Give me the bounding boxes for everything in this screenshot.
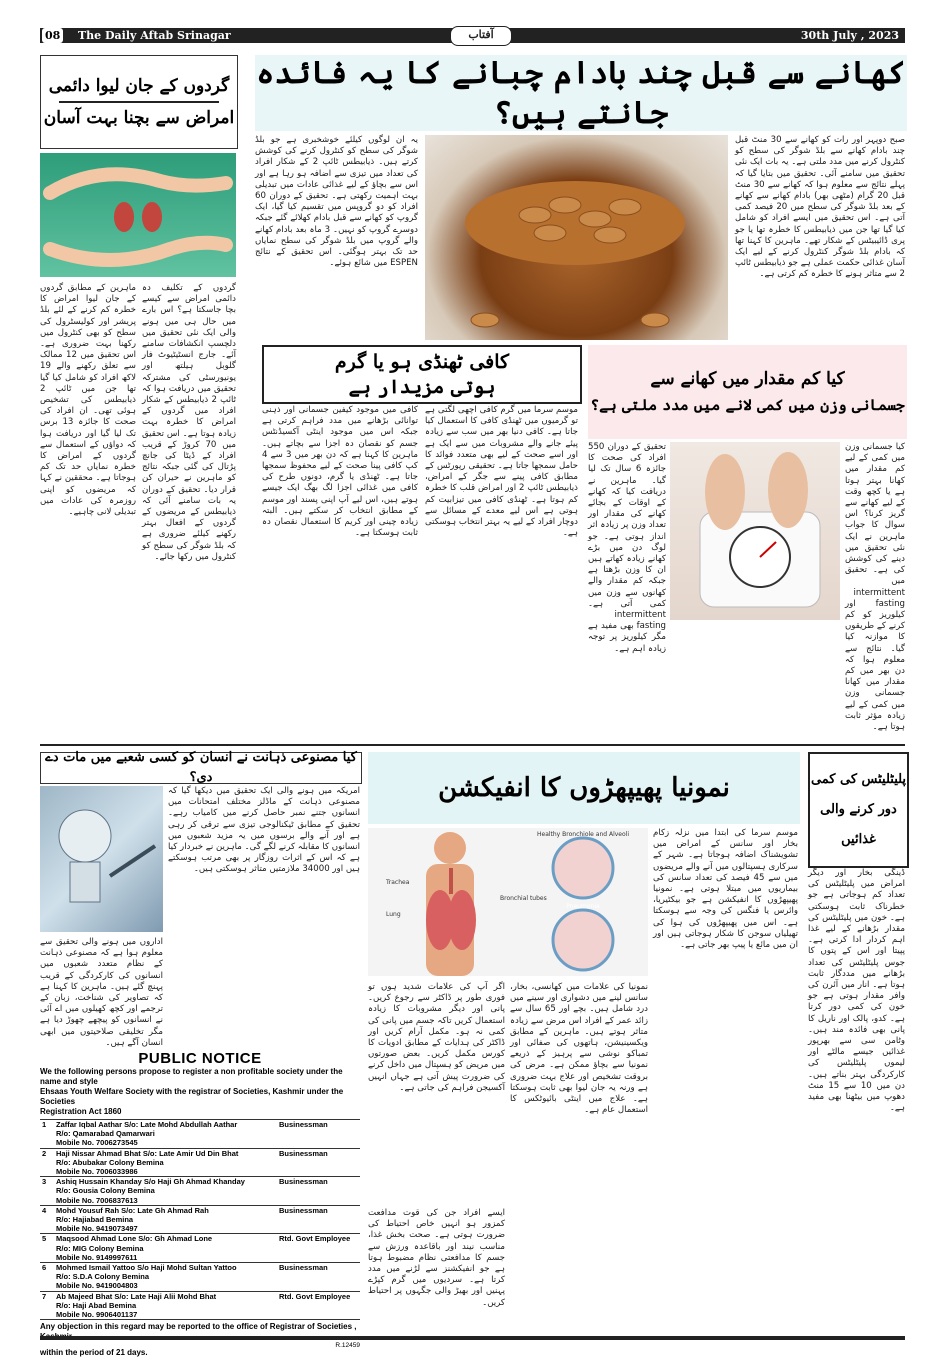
pneumonia-column-c: [365, 982, 505, 1202]
coffee-body-a: موسم سرما میں گرم کافی اچھی لگتی ہے تو گرمیوں میں ٹھنڈی کافی کا استعمال کیا جاتا ہے۔ کافی دنیا بھر میں سب سے زیادہ پیئے جانے والے مشروبات میں سے ایک ہے اور اسے صحت کے لیے بھی متعدد فوائد کا حامل سمجھا جاتا ہے۔ تحقیقی رپورٹس کے مطابق کافی پینے سے جگر کے امراض، ذیابیطس ٹائپ 2 اور امراض قلب کا خطرہ کم ہوتا ہے۔ ٹھنڈی کافی میں تیزابیت کم ہوتی ہے اس لیے معدے کے مسائل سے دوچار افراد کے لیے یہ بہتر انتخاب ہوسکتی ہے۔: [422, 405, 578, 539]
notice-row: 4 Mohd Yousuf Rah S/o: Late Gh Ahmad Rah R/o: Hajiabad Bemina Mobile No. 9419073497 Businessman: [40, 1205, 360, 1234]
coffee-column-a: [422, 405, 578, 745]
weight-body-b: تحقیق کے دوران 550 افراد کی صحت کا جائزہ 6 سال تک لیا گیا۔ ماہرین نے دریافت کیا کہ کھانے کے اوقات کے بجائے کھانے کی مقدار اور تعداد وزن پر زیادہ اثر انداز ہوتی ہے۔ جو لوگ دن میں بڑے کھانے زیادہ کھاتے ہیں ان کا وزن بڑھتا ہے جبکہ کم مقدار والے کھانوں سے وزن میں کمی آتی ہے۔ intermittent fasting بھی مفید ہے مگر کیلوریز پر توجہ زیادہ اہم ہے۔: [585, 442, 666, 654]
label-pneumonia: Pneumonia: [566, 903, 600, 910]
ai-body-a: اداروں میں ہونے والی تحقیق سے معلوم ہوا ہے کہ مصنوعی ذہانت کے نظام متعدد شعبوں میں انسانوں کی کارکردگی کے قریب پہنچ گئے ہیں۔ ماہرین کا کہنا ہے کہ تصاویر کی شناخت، زبان کے ترجمے اور کچھ کھیلوں میں اے آئی نے انسانوں کو پیچھے چھوڑ دیا ہے مگر تخلیقی صلاحیتوں میں ابھی انسان آگے ہیں۔: [37, 937, 163, 1048]
masthead-bar: [40, 28, 905, 43]
footer-rule: [40, 1336, 905, 1340]
ai-column-b: [165, 786, 360, 1044]
almond-headline: کھانے سے قبل چند بادام چبانے کا یہ فائدہ جانتے ہیں؟: [256, 55, 906, 131]
pneumonia-column-a: [650, 828, 798, 1333]
almond-column-right: [732, 135, 906, 340]
coffee-body-b: کافی میں موجود کیفین جسمانی اور ذہنی توانائی بڑھانے میں مدد فراہم کرتی ہے جبکہ اس میں موجود اینٹی آکسیڈنٹس جسم کو نقصان دہ اجزا سے بچاتے ہیں۔ ماہرین کا کہنا ہے کہ دن بھر میں 3 سے 4 کپ کافی پینا صحت کے لیے محفوظ سمجھا جاتا ہے۔ ٹھنڈی یا گرم، دونوں طرح کی کافی میں غذائی اجزا لگ بھگ ایک جیسے ہوتے ہیں، اس لیے آپ اپنی پسند اور موسم کے مطابق انتخاب کر سکتے ہیں۔ البتہ زیادہ چینی اور کریم کا استعمال نقصان دہ ثابت ہوسکتا ہے۔: [259, 405, 418, 539]
pneumonia-diagram: [368, 828, 648, 976]
kidney-headline-box: [40, 55, 238, 149]
coffee-headline-box: [262, 345, 582, 404]
platelets-headline-1: پلیٹلیٹس کی کمی: [810, 772, 907, 787]
weight-headline-box: [588, 345, 907, 439]
kidney-body-a: گردوں کے تکلیف دہ دائمی امراض سے کیسے بچا جاسکتا ہے؟ اس بارے میں حال ہی میں ہونے والی ایک نئی تحقیق میں دلچسپ انکشافات سامنے آئے۔ جارج انسٹیٹیوٹ فار گلوبل ہیلتھ اور یونیورسٹی کی مشترکہ تحقیق میں دریافت ہوا کہ ٹائپ 2 ذیابیطس کے شکار افراد میں گردوں کے امراض کا خطرہ بہت زیادہ ہوتا ہے۔ اس تحقیق میں 70 کروڑ کے قریب افراد کے ڈیٹا کی جانچ پڑتال کی گئی جبکہ نتائج کو ماہرین نے حیران کن قرار دیا۔ تحقیق کے دوران یہ بات سامنے آئی کہ ذیابیطس کے مریضوں کے گردوں کے افعال بہتر رکھنے کیلئے ضروری ہے کہ بلڈ شوگر کی سطح کو کنٹرول میں رکھا جائے۔: [139, 283, 236, 562]
weight-column-b: [585, 442, 666, 742]
notice-row: 5 Maqsood Ahmad Lone S/o: Gh Ahmad Lone R/o: MIG Colony Bemina Mobile No. 9149997611 Rtd. Govt Employee: [40, 1233, 360, 1262]
notice-row: 6 Mohmed Ismail Yattoo S/o Haji Mohd Sultan Yattoo R/o: S.D.A Colony Bemina Mobile No. 9419004803 Businessman: [40, 1262, 360, 1291]
notice-row: 3 Ashiq Hussain Khanday S/o Haji Gh Ahmad Khanday R/o: Gousia Colony Bemina Mobile No. 7006837613 Businessman: [40, 1176, 360, 1205]
pneumonia-body-a: موسم سرما کی ابتدا میں نزلہ زکام بخار اور سانس کے امراض میں تشویشناک اضافہ ہوجاتا ہے۔ شہر کے سرکاری ہسپتالوں میں آنے والے مریضوں میں سے 45 فیصد کی تعداد سانس کی بیماریوں میں مبتلا ہوتی ہے۔ نمونیا پھیپھڑوں کا انفیکشن ہے جو بیکٹیریا، وائرس یا فنگس کی وجہ سے ہوسکتا ہے۔ اس میں پھیپھڑوں کی ہوا کی تھیلیاں سوجن کا شکار ہوجاتی ہیں اور ان میں مائع یا پیپ بھر جاتی ہے۔: [650, 828, 798, 951]
ai-headline: کیا مصنوعی ذہانت نے انسان کو کسی شعبے میں مات دے دی؟: [45, 750, 357, 785]
pneumonia-column-b: [507, 982, 648, 1334]
lungs-diagram-icon: [368, 828, 648, 976]
bathroom-scale-icon: [670, 442, 840, 620]
kidney-illustration: [40, 153, 236, 277]
notice-row: 7 Ab Majeed Bhat S/o: Late Haji Alii Mohd Bhat R/o: Haji Abad Bemina Mobile No. 9906401137 Rtd. Govt Employee: [40, 1291, 360, 1320]
pneumonia-body-b: نمونیا کی علامات میں کھانسی، بخار، سانس لینے میں دشواری اور سینے میں درد شامل ہیں۔ بچے اور 65 سال سے زائد عمر کے افراد اس مرض سے زیادہ متاثر ہوتے ہیں۔ ماہرین کے مطابق ویکسینیشن، ہاتھوں کی صفائی اور تمباکو نوشی سے پرہیز کے ذریعے نمونیا سے بچاؤ ممکن ہے۔ مرض کی بروقت تشخیص اور علاج بہت ضروری ہے ورنہ یہ جان لیوا بھی ثابت ہوسکتا ہے۔ علاج میں اینٹی بائیوٹکس کا استعمال عام ہے۔: [507, 982, 648, 1116]
almond-icon: [425, 135, 728, 340]
public-notice: [40, 1050, 360, 1358]
notice-row: 2 Haji Nissar Ahmad Bhat S/o: Late Amir Ud Din Bhat R/o: Abubakar Colony Bemina Mobile No. 7006033986 Businessman: [40, 1148, 360, 1177]
notice-intro-3: Registration Act 1860: [40, 1107, 122, 1116]
ai-headline-box: [40, 752, 362, 784]
platelets-headline-3: غذائیں: [841, 832, 876, 847]
platelets-body: ڈینگی بخار اور دیگر امراض میں پلیٹلیٹس کی تعداد کم ہوجاتی ہے جو خطرناک ثابت ہوسکتی ہے۔ خون میں پلیٹلیٹس کی مقدار بڑھانے کے لیے غذا اہم کردار ادا کرتی ہے۔ پپیتا اور اس کے پتوں کا جوس پلیٹلیٹس کی تعداد بڑھانے میں مددگار ثابت ہوتا ہے۔ انار میں آئرن کی وافر مقدار ہوتی ہے جو خون کی کمی دور کرتا ہے۔ کدو، پالک اور ناریل کا پانی بھی فائدہ مند ہیں۔ وٹامن سی سے بھرپور غذائیں جیسے مالٹے اور لیموں پلیٹلیٹس کی کارکردگی بہتر بناتے ہیں۔ دن میں 10 سے 15 منٹ دھوپ میں بیٹھنا بھی مفید ہے۔: [805, 868, 906, 1114]
weight-scale-photo: [670, 442, 840, 620]
coffee-headline-1: کافی ٹھنڈی ہو یا گرم: [334, 350, 510, 373]
notice-footer-2: within the period of 21 days.: [40, 1348, 148, 1358]
page-number: 08: [42, 28, 63, 43]
weight-body-a: کیا جسمانی وزن میں کمی کے لیے کم مقدار میں کھانا بہتر ہوتا ہے یا کچھ وقت کے لیے کھانے سے گریز کرنا؟ اس سوال کا جواب ماہرین نے ایک نئی تحقیق میں دینے کی کوشش کی ہے۔ تحقیق میں intermittent fasting اور کیلوریز کو کم کرنے کے طریقوں کا موازنہ کیا گیا۔ نتائج سے معلوم ہوا کہ دن بھر میں کم مقدار میں کھانا جسمانی وزن میں کمی کے لیے زیادہ مؤثر ثابت ہوتا ہے۔: [842, 442, 905, 733]
label-trachea: Trachea: [386, 879, 410, 886]
ai-robot-photo: [40, 786, 163, 932]
ai-column-a: [37, 937, 163, 1048]
label-lung: Lung: [386, 911, 401, 918]
section-divider: [40, 744, 905, 746]
pneumonia-body-d: ایسے افراد جن کی قوت مدافعت کمزور ہو انہیں خاص احتیاط کی ضرورت ہوتی ہے۔ صحت بخش غذا، مناسب نیند اور باقاعدہ ورزش سے جسم کا مدافعتی نظام مضبوط ہوتا ہے جو انفیکشنز سے لڑنے میں مدد کرتا ہے۔ سردیوں میں گرم کپڑے پہنیں اور بھیڑ والی جگہوں پر احتیاط کریں۔: [365, 1208, 505, 1308]
notice-intro-1: We the following persons propose to register a non profitable society under the name and style: [40, 1067, 343, 1086]
platelets-column: [805, 868, 906, 1333]
notice-row: 1 Zaffar Iqbal Aathar S/o: Late Mohd Abdullah Aathar R/o: Qamarabad Qamarwari Mobile No. 7006273545 Businessman: [40, 1119, 360, 1148]
ai-body-b: امریکہ میں ہونے والی ایک تحقیق میں دیکھا گیا کہ مصنوعی ذہانت کے ماڈلز مختلف امتحانات میں انسانوں جتنے نمبر حاصل کرنے میں کامیاب رہے۔ تحقیق کے مطابق ٹیکنالوجی تیزی سے ترقی کر رہی ہے اور آنے والے برسوں میں یہ مزید شعبوں میں انسانوں کا مقابلہ کرنے لگے گی۔ ماہرین نے خبردار کیا ہے کہ اس کے اثرات روزگار پر بھی مرتب ہوسکتے ہیں اور 34000 ملازمتیں متاثر ہوسکتی ہیں۔: [165, 786, 360, 875]
weight-column-a: [842, 442, 905, 742]
label-bronchial: Bronchial tubes: [500, 895, 547, 902]
notice-intro-2: Ehsaas Youth Welfare Society with the registrar of Societies, Kashmir under the Societies: [40, 1087, 344, 1106]
almond-column-left: [252, 135, 418, 340]
kidney-column-b: [37, 283, 137, 763]
robot-icon: [40, 786, 163, 932]
kidney-body-b: ماہرین کے مطابق گردوں کے جان لیوا امراض کا خطرہ کم کرنے کے لئے بلڈ پریشر اور کولیسٹرول کی سطح کو بھی کنٹرول میں رکھنا بہت ضروری ہے۔ اس تحقیق میں 12 ممالک سے تعلق رکھنے والے 19 لاکھ افراد کو شامل کیا گیا تھا جن میں ٹائپ 2 ذیابیطس کی تشخیص ہوئی تھی۔ ان افراد کی صحت کا جائزہ 13 برس تک لیا گیا اور دریافت ہوا کہ دواؤں کے استعمال سے گردوں کے امراض کا خطرہ نمایاں حد تک کم ہوجاتا ہے۔ محققین نے کہا کہ مریضوں کو اپنی روزمرہ کی عادات میں تبدیلی لانی چاہیے۔: [37, 283, 137, 518]
notice-footer-1: Any objection in this regard may be reported to the office of Registrar of Societies ,: [40, 1322, 357, 1332]
headline-divider: [59, 101, 219, 103]
pneumonia-headline: نمونیا پھیپھڑوں کا انفیکشن: [438, 773, 730, 803]
platelets-headline-box: [808, 752, 909, 868]
notice-title: PUBLIC NOTICE: [138, 1050, 262, 1067]
almond-bowl-photo: [425, 135, 728, 340]
issue-date: 30th July , 2023: [800, 29, 899, 42]
weight-headline-1: کیا کم مقدار میں کھانے سے: [650, 369, 845, 389]
pneumonia-headline-box: [368, 752, 800, 824]
kidney-headline-2: امراض سے بچنا بہت آسان: [43, 108, 235, 128]
almond-headline-box: [255, 55, 907, 131]
hands-kidney-icon: [40, 153, 236, 277]
label-healthy: Healthy Bronchiole and Alveoli: [536, 831, 630, 838]
notice-member-list: [40, 1119, 360, 1320]
paper-logo: آفتاب: [450, 26, 512, 46]
notice-ref: R.12459: [335, 1342, 360, 1350]
platelets-headline-2: دور کرنے والی: [820, 802, 897, 817]
pneumonia-column-d: [365, 1208, 505, 1334]
coffee-headline-2: ہوتی مزیدار ہے: [348, 375, 496, 398]
coffee-column-b: [259, 405, 418, 745]
kidney-headline-1: گردوں کے جان لیوا دائمی: [48, 76, 230, 96]
almond-body-right: صبح دوپہر اور رات کو کھانے سے 30 منٹ قبل چند بادام کھانے سے بلڈ شوگر کی سطح کو کنٹرول کرنے میں مدد ملتی ہے۔ یہ بات ایک نئی تحقیق میں سامنے آئی۔ تحقیق میں بتایا گیا کہ پہلے نتائج سے معلوم ہوا کہ کھانے سے 30 منٹ قبل 20 گرام (مٹھی بھر) بادام کھانے سے کھانے کے بعد بلڈ شوگر کی سطح میں 20 فیصد کمی آتی ہے۔ اس تحقیق میں ایسے افراد کو شامل کیا گیا تھا جن میں ذیابیطس کا خطرہ تھا یا جو پری ڈائیبیٹس کے شکار تھے۔ ماہرین کا کہنا تھا کہ بادام بلڈ شوگر کنٹرول کرنے کے لیے ایک آسان غذائی حکمت عملی ہے جو ذیابیطس ٹائپ 2 سے متاثر ہونے کا خطرہ کم کرتی ہے۔: [732, 135, 906, 280]
almond-body-left: یہ ان لوگوں کیلئے خوشخبری ہے جو بلڈ شوگر کی سطح کو کنٹرول کرنے کی کوشش کرتے ہیں۔ ذیابیطس ٹائپ 2 کے شکار افراد کی تعداد میں تیزی سے اضافہ ہو رہا ہے اور اس سے بچاؤ کے لیے غذائی عادات میں تبدیلی بہت اہمیت رکھتی ہے۔ تحقیق کے دوران 60 افراد کو دو گروپس میں تقسیم کیا گیا، ایک گروپ کو کھانے سے قبل بادام کھلائے گئے جبکہ دوسرے گروپ کو نہیں۔ 3 ماہ بعد بادام کھانے والے گروپ میں بلڈ شوگر کی سطح نمایاں حد تک بہتر ہوگئی۔ اس تحقیق کے نتائج ESPEN میں شائع ہوئے۔: [252, 135, 418, 269]
weight-headline-2: جسمانی وزن میں کمی لانے میں مدد ملتی ہے؟: [590, 396, 905, 414]
pneumonia-body-c: اگر آپ کی علامات شدید ہوں تو فوری طور پر ڈاکٹر سے رجوع کریں۔ پانی اور دیگر مشروبات کا زیادہ استعمال کریں تاکہ جسم میں پانی کی کمی نہ ہو۔ مکمل آرام کریں اور ڈاکٹر کی ہدایات کے مطابق ادویات کا کورس مکمل کریں۔ بعض صورتوں میں مریض کو ہسپتال میں داخل کرنے کی ضرورت پیش آتی ہے جہاں انہیں آکسیجن فراہم کی جاتی ہے۔: [365, 982, 505, 1093]
kidney-column-a: [139, 283, 236, 763]
paper-name: The Daily Aftab Srinagar: [78, 29, 231, 42]
